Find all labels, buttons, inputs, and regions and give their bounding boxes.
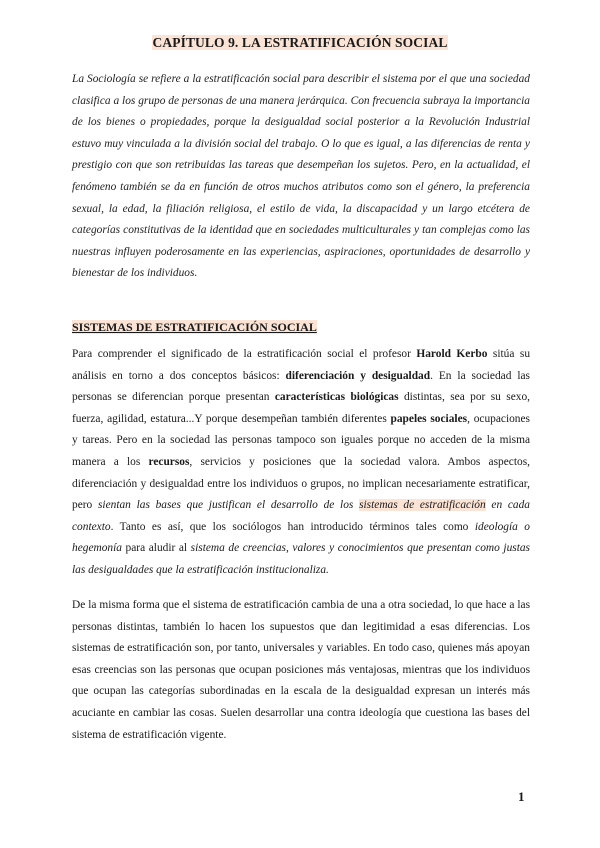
p1-italic-ideology: ideología o hegemonía [72,520,530,555]
p1-text: , servicios y posiciones que la sociedad valora. Ambos aspectos, diferenciación y desigualdad entre los individuos o grupos, no implican necesariamente estratificar, pero [72,455,530,512]
p1-text: . Tanto es así, que los sociólogos han introducido términos tales como [110,520,475,533]
p1-text: , ocupaciones y tareas. Pero en la sociedad las personas tampoco son iguales porque no acceden de la misma manera a los [72,412,530,468]
p1-text: . En la sociedad las personas se diferencian porque presentan [72,369,530,404]
p1-italic-highlight: sistemas de estratificación [359,499,486,512]
p1-bold-biological: características biológicas [274,391,399,404]
section-title-text: SISTEMAS DE ESTRATIFICACIÓN SOCIAL [72,320,317,334]
p1-text: sitúa su análisis en torno a dos conceptos básicos: [72,348,531,382]
p1-text: para aludir al [121,542,191,555]
intro-paragraph: La Sociología se refiere a la estratificación social para describir el sistema por el que una sociedad clasifica a los grupo de personas de una manera jerárquica. Con frecuencia subraya la importancia de los bienes o propiedades, porque la desigualdad social posterior a la Revolución Industrial estuvo muy vinculada a la división social del trabajo. O lo que es igual, a las diferencias de renta y prestigio con que son retribuidas las tareas que desempeñan los sujetos. Pero, en la actualidad, el fenómeno también se da en función de otros muchos atributos como son el género, la preferencia sexual, la edad, la filiación religiosa, el estilo de vida, la discapacidad y un largo etcétera de categorías constitutivas de la identidad que en sociedades multiculturales y tan complejas como las nuestras influyen poderosamente en las experiencias, aspiraciones, oportunidades de desarrollo y bienestar de los individuos. [72,73,530,280]
p1-bold-resources: recursos [148,455,190,468]
p1-italic-context: en cada contexto [72,499,530,533]
p1-italic-belief-system: sistema de creencias, valores y conocimientos que presentan como justas las desigualdades que la estratificación institucionaliza. [72,542,530,576]
p1-bold-author: Harold Kerbo [416,348,488,360]
p1-text: Para comprender el significado de la estratificación social el profesor [72,348,417,360]
p1-bold-concepts: diferenciación y desigualdad [285,369,431,382]
section-title [72,319,317,335]
page-number: 1 [518,789,525,804]
body-paragraph-2: De la misma forma que el sistema de estratificación cambia de una a otra sociedad, lo que hace a las personas distintas, también lo hacen los supuestos que dan legitimidad a esas diferencias. Los sistemas de estratificación son, por tanto, universales y variables. En todo caso, quienes más apoyan esas creencias son las personas que ocupan posiciones más ventajosas, mientras que los individuos que ocupan las categorías subordinadas en la escala de la desigualdad expresan un interés más acuciante en cambiar las cosas. Suelen desarrollar una contra ideología que cuestiona las bases del sistema de estratificación vigente. [72,599,530,741]
body-paragraph-1 [72,344,530,582]
p1-bold-roles: papeles sociales [390,412,468,425]
chapter-title-text: CAPÍTULO 9. LA ESTRATIFICACIÓN SOCIAL [152,35,448,50]
p1-italic-bases: sientan las bases que justifican el desarrollo de los [97,499,360,512]
p1-text: distintas, sea por su sexo, fuerza, agilidad, estatura...Y porque desempeñan también diferentes [72,391,530,425]
chapter-title [0,35,600,51]
